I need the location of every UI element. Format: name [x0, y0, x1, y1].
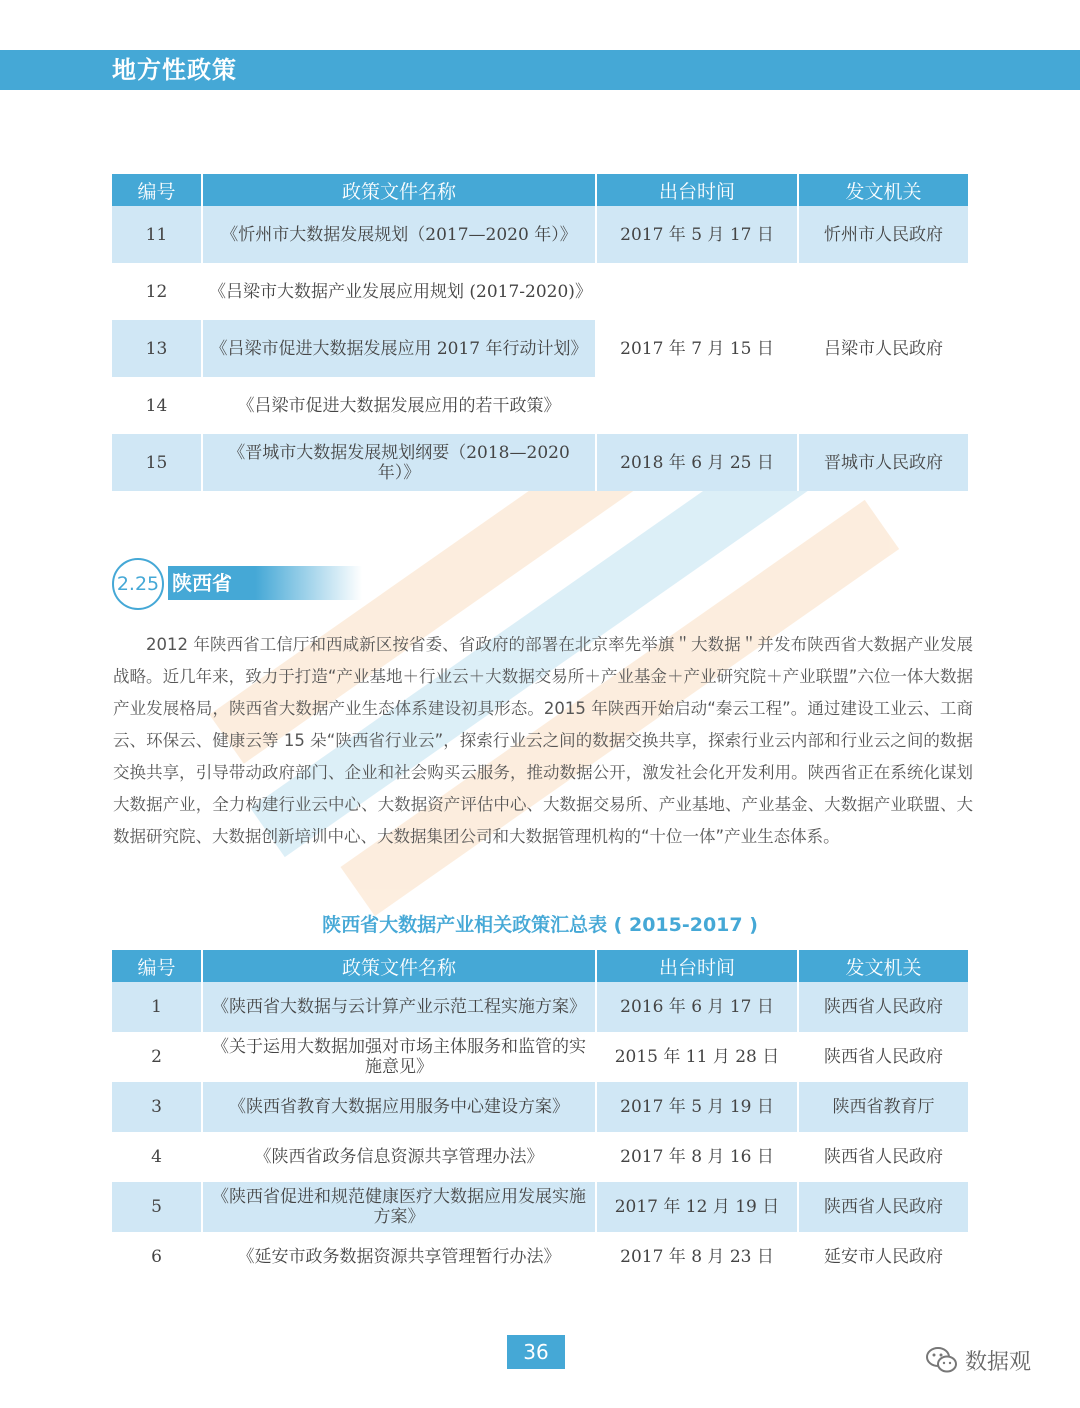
row-number: 6 — [112, 1232, 202, 1282]
table-row — [112, 1232, 968, 1282]
row-date: 2016 年 6 月 17 日 — [596, 982, 798, 1032]
column-header-number: 编号 — [112, 950, 202, 982]
table-row — [112, 1182, 968, 1232]
row-issuer: 陕西省教育厅 — [798, 1082, 968, 1132]
row-number: 12 — [112, 263, 202, 320]
row-policy-name: 《陕西省教育大数据应用服务中心建设方案》 — [202, 1082, 596, 1132]
section-number: 2.25 — [112, 558, 164, 610]
table-header-row — [112, 174, 968, 206]
row-date: 2017 年 8 月 16 日 — [596, 1132, 798, 1182]
table-row — [112, 206, 968, 263]
row-policy-name: 《延安市政务数据资源共享管理暂行办法》 — [202, 1232, 596, 1282]
row-policy-name: 《陕西省促进和规范健康医疗大数据应用发展实施方案》 — [202, 1182, 596, 1232]
row-policy-name: 《晋城市大数据发展规划纲要（2018—2020 年）》 — [202, 434, 596, 491]
row-number: 14 — [112, 377, 202, 434]
table-caption: 陕西省大数据产业相关政策汇总表 ( 2015-2017 ) — [322, 914, 758, 936]
row-date: 2017 年 8 月 23 日 — [596, 1232, 798, 1282]
policy-table-shanxi — [112, 174, 968, 491]
wechat-icon — [925, 1345, 959, 1375]
row-issuer: 陕西省人民政府 — [798, 982, 968, 1032]
row-number: 5 — [112, 1182, 202, 1232]
row-policy-name: 《关于运用大数据加强对市场主体服务和监管的实施意见》 — [202, 1032, 596, 1082]
row-issuer: 陕西省人民政府 — [798, 1182, 968, 1232]
row-policy-name: 《吕梁市促进大数据发展应用 2017 年行动计划》 — [202, 320, 596, 377]
page-category-title: 地方性政策 — [112, 56, 237, 84]
row-number: 2 — [112, 1032, 202, 1082]
column-header-name: 政策文件名称 — [202, 950, 596, 982]
row-number: 4 — [112, 1132, 202, 1182]
row-number: 13 — [112, 320, 202, 377]
column-header-number: 编号 — [112, 174, 202, 206]
row-issuer: 延安市人民政府 — [798, 1232, 968, 1282]
row-date-merged: 2017 年 7 月 15 日 — [596, 263, 798, 434]
table-row — [112, 1032, 968, 1082]
wechat-watermark — [925, 1340, 1031, 1380]
row-issuer: 晋城市人民政府 — [798, 434, 968, 491]
row-policy-name: 《吕梁市促进大数据发展应用的若干政策》 — [202, 377, 596, 434]
row-number: 3 — [112, 1082, 202, 1132]
column-header-issuer: 发文机关 — [798, 174, 968, 206]
table-header-row — [112, 950, 968, 982]
table-row — [112, 1082, 968, 1132]
page-number: 36 — [507, 1335, 565, 1369]
section-paragraph: 2012 年陕西省工信厅和西咸新区按省委、省政府的部署在北京率先举旗＂大数据＂并发布陕西省大数据产业发展战略。近几年来，致力于打造“产业基地＋行业云＋大数据交易所＋产业基金＋产业研究院＋产业联盟”六位一体大数据产业发展格局，陕西省大数据产业生态体系建设初具形态。2015 年陕西开始启动“秦云工程”。通过建设工业云、工商云、环保云、健康云等 15 朵“陕西省行业云”，探索行业云之间的数据交换共享，探索行业云内部和行业云之间的数据交换共享，引导带动政府部门、企业和社会购买云服务，推动数据公开，激发社会化开发利用。陕西省正在系统化谋划大数据产业，全力构建行业云中心、大数据资产评估中心、大数据交易所、产业基地、产业基金、大数据产业联盟、大数据研究院、大数据创新培训中心、大数据集团公司和大数据管理机构的“十位一体”产业生态体系。 — [113, 635, 973, 846]
row-issuer-merged: 吕梁市人民政府 — [798, 263, 968, 434]
row-policy-name: 《吕梁市大数据产业发展应用规划 (2017-2020)》 — [202, 263, 596, 320]
row-issuer: 陕西省人民政府 — [798, 1032, 968, 1082]
wechat-account-name: 数据观 — [965, 1349, 1032, 1375]
row-number: 11 — [112, 206, 202, 263]
row-policy-name: 《陕西省政务信息资源共享管理办法》 — [202, 1132, 596, 1182]
row-issuer: 忻州市人民政府 — [798, 206, 968, 263]
table-row — [112, 434, 968, 491]
header-bar — [0, 50, 1080, 90]
row-date: 2017 年 5 月 17 日 — [596, 206, 798, 263]
row-policy-name: 《陕西省大数据与云计算产业示范工程实施方案》 — [202, 982, 596, 1032]
policy-table-shaanxi — [112, 950, 968, 1282]
row-number: 1 — [112, 982, 202, 1032]
row-date: 2015 年 11 月 28 日 — [596, 1032, 798, 1082]
row-policy-name: 《忻州市大数据发展规划（2017—2020 年）》 — [202, 206, 596, 263]
column-header-issuer: 发文机关 — [798, 950, 968, 982]
row-date: 2017 年 5 月 19 日 — [596, 1082, 798, 1132]
table-row — [112, 263, 968, 320]
row-number: 15 — [112, 434, 202, 491]
table-row — [112, 982, 968, 1032]
column-header-name: 政策文件名称 — [202, 174, 596, 206]
section-title: 陕西省 — [168, 566, 362, 600]
row-issuer: 陕西省人民政府 — [798, 1132, 968, 1182]
column-header-date: 出台时间 — [596, 950, 798, 982]
column-header-date: 出台时间 — [596, 174, 798, 206]
row-date: 2018 年 6 月 25 日 — [596, 434, 798, 491]
table-row — [112, 1132, 968, 1182]
row-date: 2017 年 12 月 19 日 — [596, 1182, 798, 1232]
